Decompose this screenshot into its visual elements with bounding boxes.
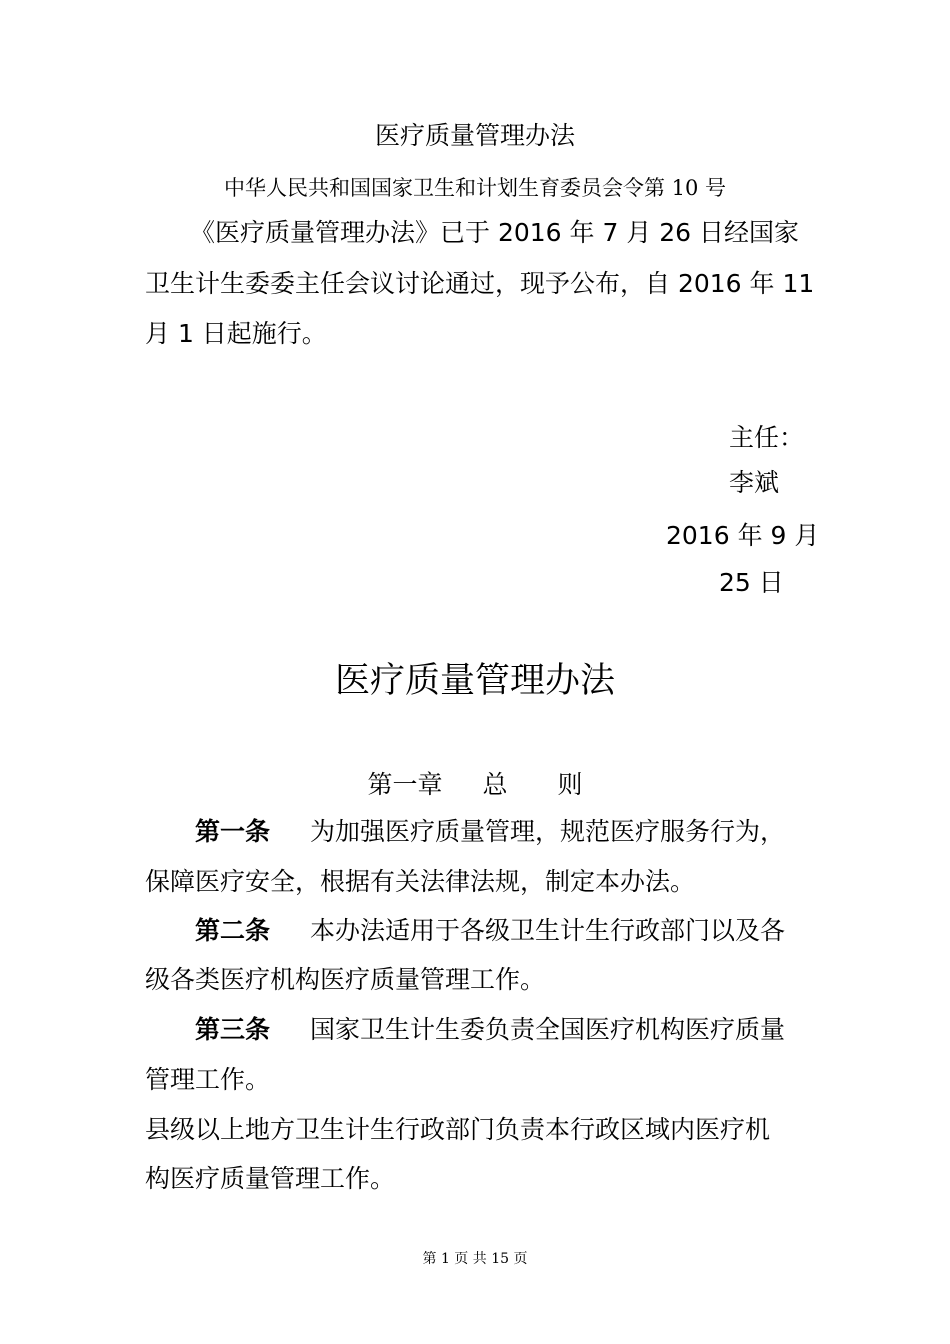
intro-line-3: 月 1 日起施行。 bbox=[145, 319, 327, 348]
article-3-line-2: 管理工作。 bbox=[145, 1065, 271, 1094]
document-title: 医疗质量管理办法 bbox=[374, 121, 575, 150]
article-2-label: 第二条 bbox=[195, 916, 271, 945]
chapter-heading bbox=[0, 765, 950, 801]
intro-line-2: 卫生计生委委主任会议讨论通过，现予公布，自 2016 年 11 bbox=[145, 269, 815, 298]
article-1-text: 为加强医疗质量管理，规范医疗服务行为， bbox=[310, 817, 786, 846]
article-1-label: 第一条 bbox=[195, 817, 271, 846]
article-1-line-1 bbox=[145, 812, 810, 848]
article-3-label: 第三条 bbox=[195, 1015, 271, 1044]
article-3-line-4: 构医疗质量管理工作。 bbox=[145, 1164, 396, 1193]
article-2-line-2: 级各类医疗机构医疗质量管理工作。 bbox=[145, 965, 546, 994]
signature-name: 李斌 bbox=[729, 468, 780, 497]
intro-line-1: 《医疗质量管理办法》已于 2016 年 7 月 26 日经国家 bbox=[190, 218, 800, 247]
article-3-line-3: 县级以上地方卫生计生行政部门负责本行政区域内医疗机 bbox=[145, 1115, 771, 1144]
chapter-label: 第一章 bbox=[367, 770, 443, 799]
decree-number: 中华人民共和国国家卫生和计划生育委员会令第 10 号 bbox=[223, 176, 727, 200]
main-title: 医疗质量管理办法 bbox=[334, 661, 615, 701]
article-3-text: 国家卫生计生委负责全国医疗机构医疗质量 bbox=[310, 1015, 786, 1044]
article-3-line-1 bbox=[145, 1010, 810, 1046]
signature-role: 主任： bbox=[729, 423, 805, 452]
article-1-line-2: 保障医疗安全，根据有关法律法规，制定本办法。 bbox=[145, 867, 696, 896]
signature-date-line-2: 25 日 bbox=[719, 568, 784, 597]
article-2-line-1 bbox=[145, 911, 810, 947]
signature-date-line-1: 2016 年 9 月 bbox=[666, 521, 820, 550]
chapter-title-char-2: 则 bbox=[557, 770, 583, 799]
chapter-title-char-1: 总 bbox=[482, 770, 508, 799]
page-footer: 第 1 页 共 15 页 bbox=[422, 1251, 528, 1267]
article-2-text: 本办法适用于各级卫生计生行政部门以及各 bbox=[310, 916, 786, 945]
